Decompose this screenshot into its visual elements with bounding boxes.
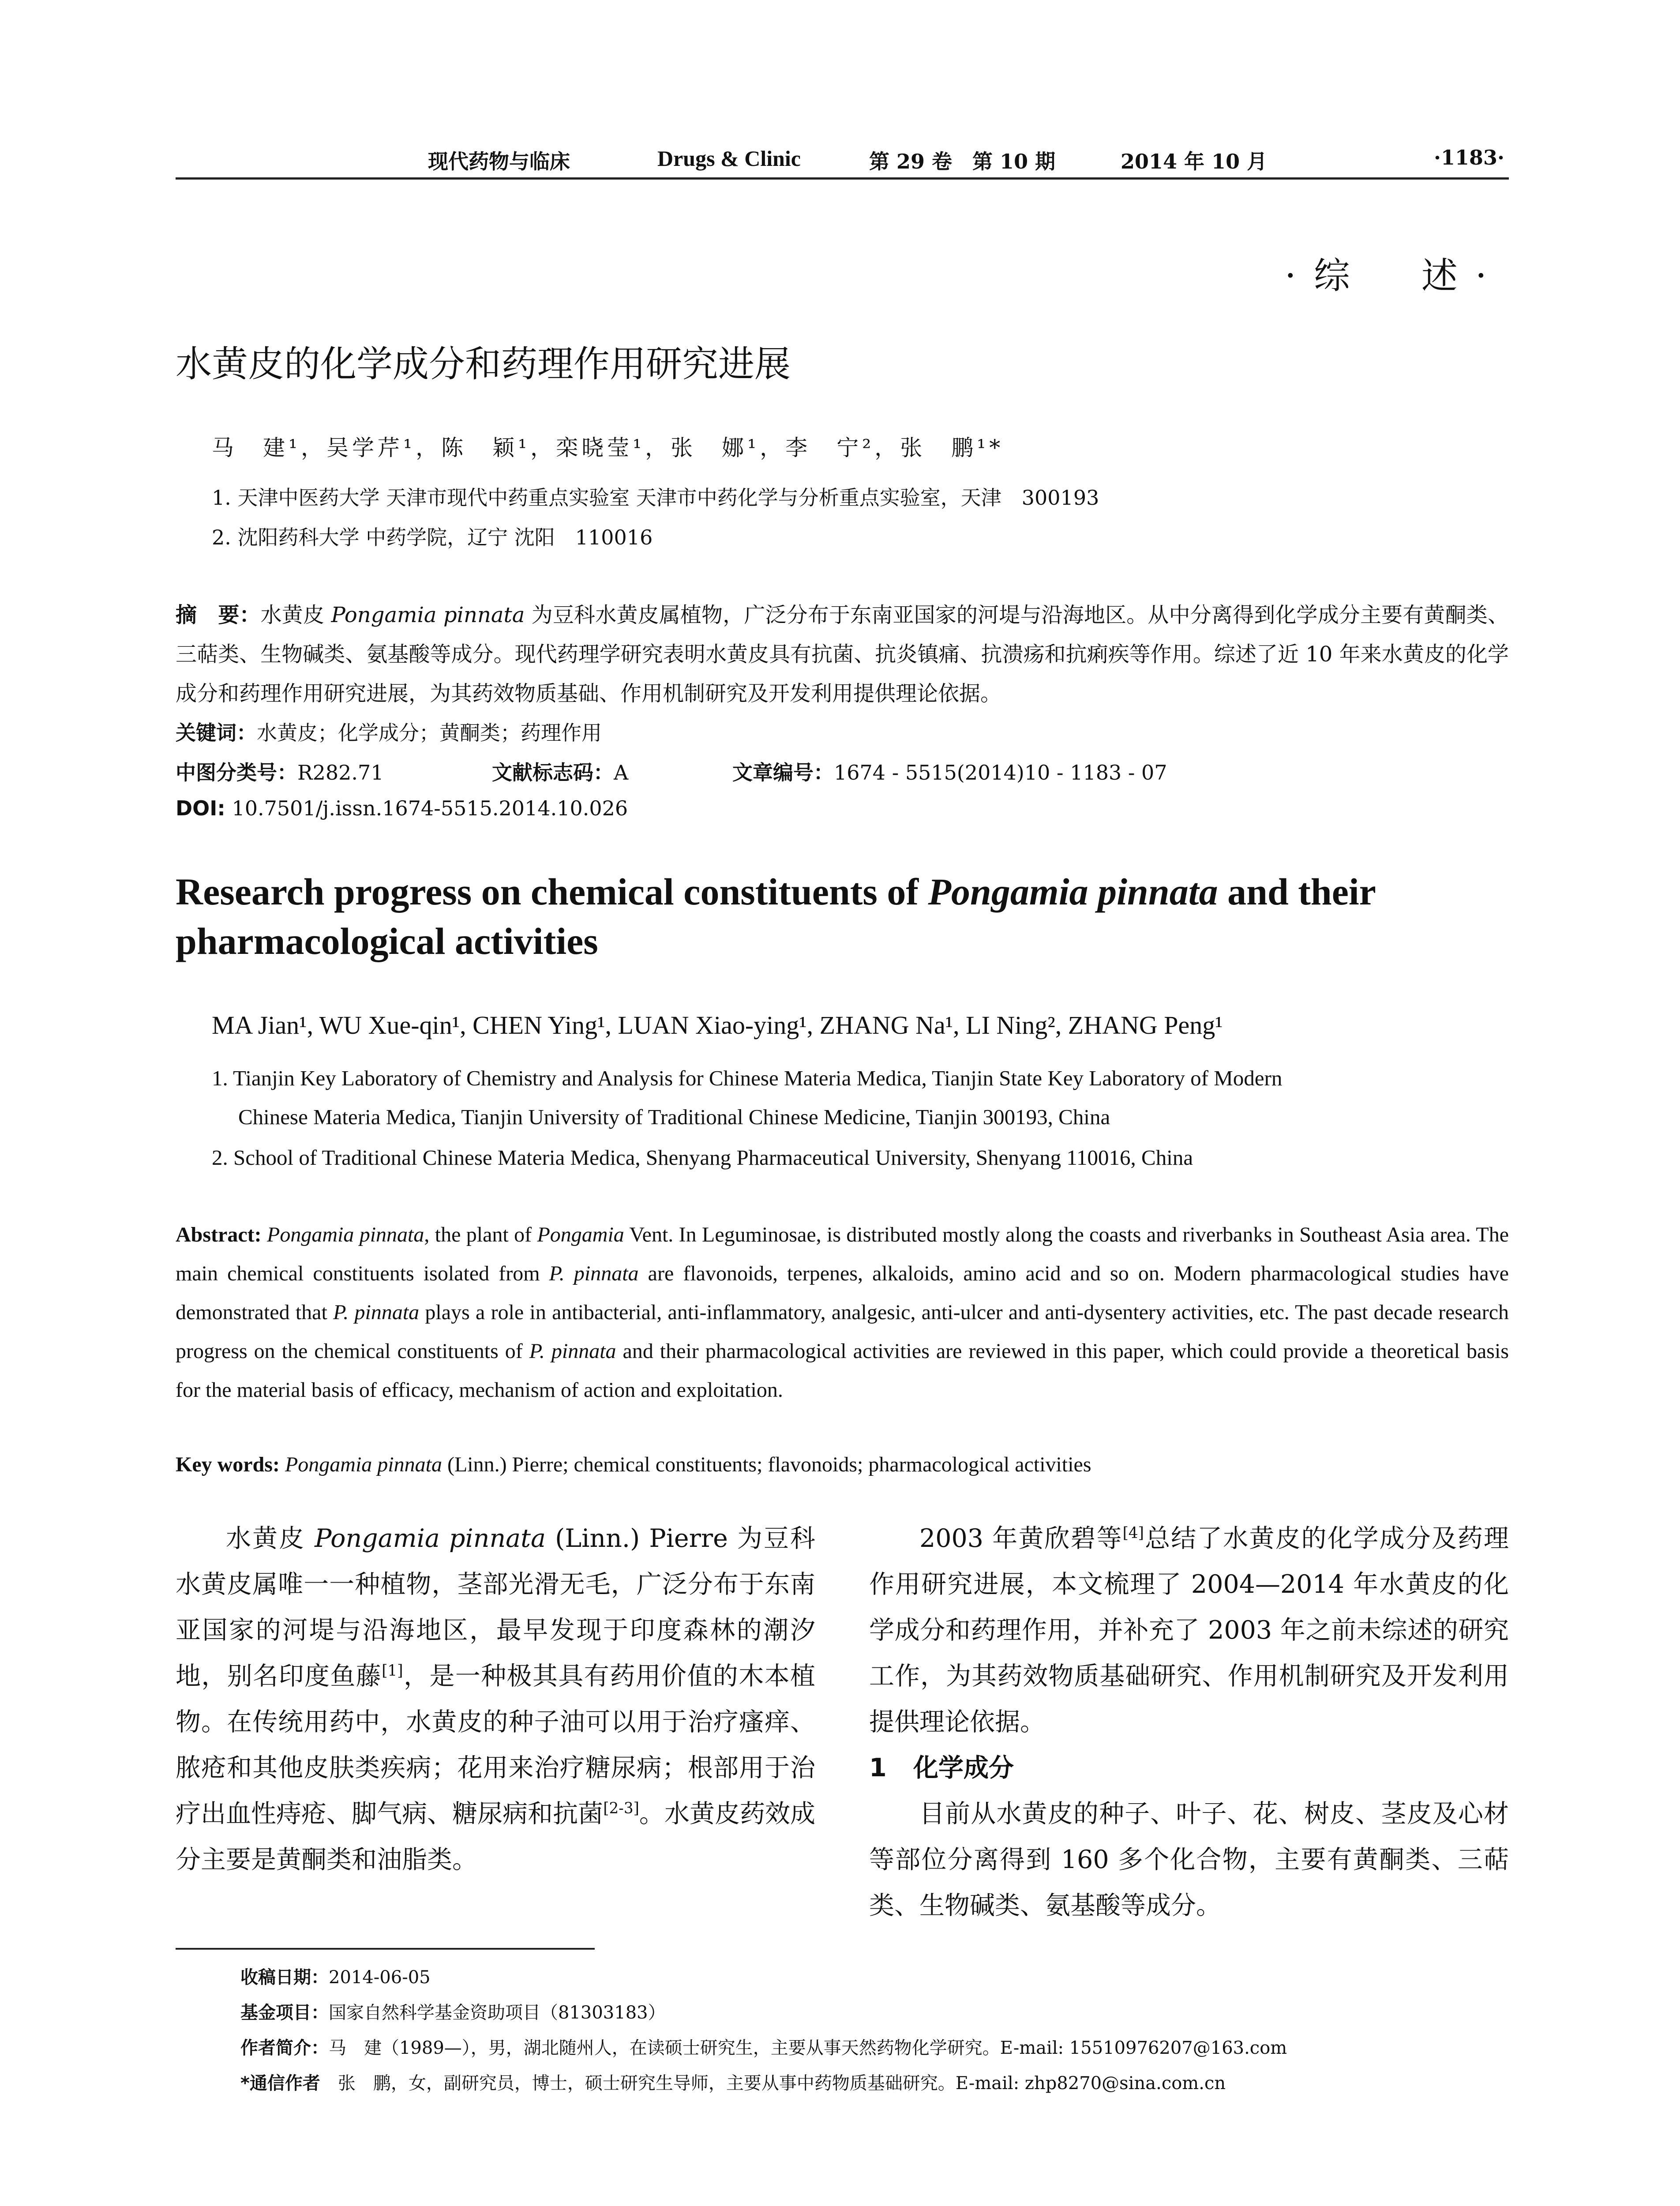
body-column-left [176, 1516, 815, 1883]
keywords-cn: 关键词：水黄皮；化学成分；黄酮类；药理作用 [176, 721, 602, 745]
species-name: Pongamia pinnata [331, 603, 525, 627]
authors-cn: 马 建¹，吴学芹¹，陈 颖¹，栾晓莹¹，张 娜¹，李 宁²，张 鹏¹* [212, 435, 1004, 461]
citation-ref[interactable]: [1] [382, 1662, 403, 1680]
article-number: 文章编号：1674 - 5515(2014)10 - 1183 - 07 [732, 761, 1167, 784]
affiliation-cn-2: 2. 沈阳药科大学 中药学院，辽宁 沈阳 110016 [212, 525, 653, 549]
doi-link[interactable]: 10.7501/j.issn.1674-5515.2014.10.026 [232, 796, 628, 820]
abstract-cn: 摘 要：水黄皮 Pongamia pinnata 为豆科水黄皮属植物，广泛分布于东南亚国家的河堤与沿海地区。从中分离得到化学成分主要有黄酮类、三萜类、生物碱类、氨基酸等成分。现代药理学研究表明水黄皮具有抗菌、抗炎镇痛、抗溃疡和抗痢疾等作用。综述了近 10 年来水黄皮的化学成分和药理作用研究进展，为其药效物质基础、作用机制研究及开发利用提供理论依据。 [176, 603, 1509, 706]
clc-number: 中图分类号：R282.71 [176, 761, 384, 784]
affiliation-en-2: 2. School of Traditional Chinese Materia Medica, Shenyang Pharmaceutical University, Shenyang 110016, China [212, 1145, 1193, 1170]
footnote-author: 作者简介：马 建（1989—），男，湖北随州人，在读硕士研究生，主要从事天然药物化学研究。E-mail: 15510976207@163.com [240, 2038, 1287, 2058]
body-paragraph: 目前从水黄皮的种子、叶子、花、树皮、茎皮及心材等部位分离得到 160 多个化合物，主要有黄酮类、三萜类、生物碱类、氨基酸等成分。 [869, 1799, 1509, 1920]
volume-issue: 第 29 卷 第 10 期 [869, 150, 1056, 173]
footnote-fund: 基金项目：国家自然科学基金资助项目（81303183） [240, 2003, 666, 2023]
paper-title-en: Research progress on chemical constituents of Pongamia pinnata and their pharmacological activities [176, 870, 1376, 962]
footnote-received: 收稿日期：2014-06-05 [240, 1967, 431, 1988]
abstract-cn-label: 摘 要： [176, 603, 261, 627]
paper-title-cn: 水黄皮的化学成分和药理作用研究进展 [176, 343, 791, 385]
citation-ref[interactable]: [4] [1122, 1524, 1144, 1542]
body-column-right [869, 1516, 1509, 1928]
section-label: ·综 述· [1284, 255, 1504, 297]
authors-en: MA Jian¹, WU Xue-qin¹, CHEN Ying¹, LUAN Xiao-ying¹, ZHANG Na¹, LI Ning², ZHANG Peng¹ [212, 1011, 1223, 1039]
journal-name-cn: 现代药物与临床 [428, 150, 570, 173]
affiliation-en-1: 1. Tianjin Key Laboratory of Chemistry and Analysis for Chinese Materia Medica, Tianjin State Key Laboratory of Modern Chinese Materia Medica, Tianjin University of Traditional Chinese Medicine, Tianjin 300193, China [212, 1066, 1282, 1129]
footnote-corresponding: *通信作者 张 鹏，女，副研究员，博士，硕士研究生导师，主要从事中药物质基础研究。E-mail: zhp8270@sina.com.cn [240, 2073, 1226, 2093]
body-paragraph: 2003 年黄欣碧等[4]总结了水黄皮的化学成分及药理作用研究进展，本文梳理了 2004—2014 年水黄皮的化学成分和药理作用，并补充了 2003 年之前未综述的研究工作，为其药效物质基础研究、作用机制研究及开发利用提供理论依据。 [869, 1524, 1509, 1737]
citation-ref[interactable]: [2-3] [603, 1800, 639, 1817]
abstract-en: Abstract: Pongamia pinnata, the plant of Pongamia Vent. In Leguminosae, is distributed mostly along the coasts and riverbanks in Southeast Asia area. The main chemical constituents isolated from P. pinnata are flavonoids, terpenes, alkaloids, amino acid and so on. Modern pharmacological studies have demonstrated that P. pinnata plays a role in antibacterial, anti-inflammatory, analgesic, anti-ulcer and anti-dysentery activities, etc. The past decade research progress on the chemical constituents of P. pinnata and their pharmacological activities are reviewed in this paper, which could provide a theoretical basis for the material basis of efficacy, mechanism of action and exploitation. [176, 1223, 1509, 1402]
document-code: 文献标志码：A [492, 761, 629, 784]
footnote-rule [176, 1948, 595, 1950]
journal-name-en: Drugs & Clinic [657, 146, 801, 171]
abstract-en-label: Abstract: [176, 1223, 262, 1246]
section-heading: 1 化学成分 [869, 1753, 1014, 1782]
doi-line: DOI: 10.7501/j.issn.1674-5515.2014.10.026 [176, 796, 628, 820]
issue-date: 2014 年 10 月 [1121, 150, 1268, 173]
body-paragraph: 水黄皮 Pongamia pinnata (Linn.) Pierre 为豆科水黄皮属唯一一种植物，茎部光滑无毛，广泛分布于东南亚国家的河堤与沿海地区，最早发现于印度森林的潮汐地，别名印度鱼藤[1]，是一种极其具有药用价值的木本植物。在传统用药中，水黄皮的种子油可以用于治疗瘙痒、脓疮和其他皮肤类疾病；花用来治疗糖尿病；根部用于治疗出血性痔疮、脚气病、糖尿病和抗菌[2-3]。水黄皮药效成分主要是黄酮类和油脂类。 [176, 1524, 815, 1874]
keywords-en: Key words: Pongamia pinnata (Linn.) Pierre; chemical constituents; flavonoids; pharmacological activities [176, 1453, 1091, 1476]
affiliation-cn-1: 1. 天津中医药大学 天津市现代中药重点实验室 天津市中药化学与分析重点实验室，天津 300193 [212, 486, 1099, 510]
page-number: ·1183· [1433, 146, 1504, 169]
header-rule [176, 177, 1509, 180]
